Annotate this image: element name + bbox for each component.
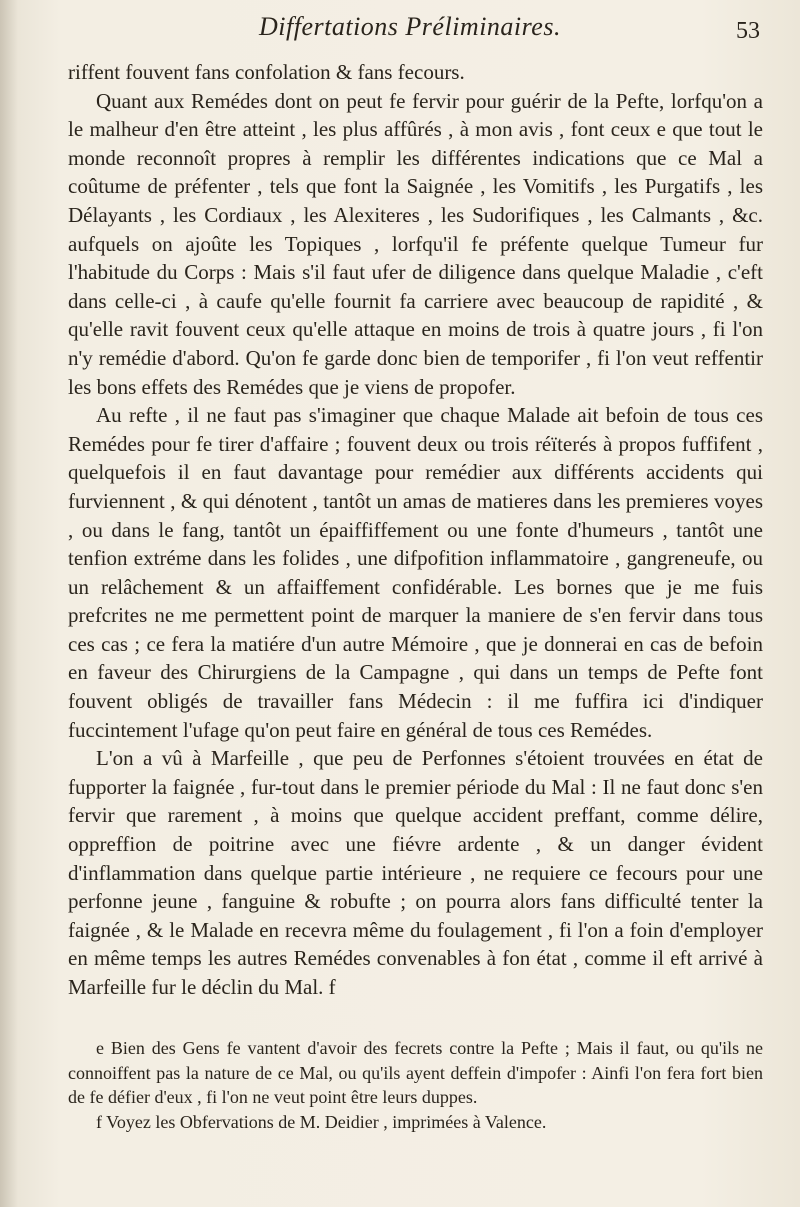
footnote: e Bien des Gens fe vantent d'avoir des fecrets contre la Pefte ; Mais il faut, ou qu'ils ne connoiffent pas la nature de ce Mal, ou qu'ils ayent deffein d'impofer : Ainfi l'on fera fort bien de fe défier d'eux , fi l'on ne veut point être leurs duppes. (68, 1038, 763, 1107)
paragraph: Au refte , il ne faut pas s'imaginer que chaque Malade ait befoin de tous ces Remédes pour fe tirer d'affaire ; fouvent deux ou trois réïterés à propos fuffifent , quelquefois il en faut davantage pour remédier aux différents accidents qui furviennent , & qui dénotent , tantôt un amas de matieres dans les premieres voyes , ou dans le fang, tantôt un épaiffiffement ou une fonte d'humeurs , tantôt une tenfion extréme dans les folides , une difpofition inflammatoire , gangreneufe, ou un relâchement & un affaiffement confidérable. Les bornes que je me fuis prefcrites ne me permettent point de marquer la maniere de s'en fervir dans tous ces cas ; ce fera la matiére d'un autre Mémoire , que je donnerai en cas de befoin en faveur des Chirurgiens de la Campagne , qui dans un temps de Pefte font fouvent obligés de travailler fans Médecin : il me fuffira ici d'indiquer fuccintement l'ufage qu'on peut faire en général de tous ces Remédes. (68, 403, 763, 742)
binding-shadow (0, 0, 18, 1207)
paragraph: Quant aux Remédes dont on peut fe fervir pour guérir de la Pefte, lorfqu'on a le malheur d'en être atteint , les plus affûrés , à mon avis , font ceux e que tout le monde reconnoît propres à remplir les différentes indications que ce Mal a coûtume de préfenter , tels que font la Saignée , les Vomitifs , les Purgatifs , les Délayants , les Cordiaux , les Alexiteres , les Sudorifiques , les Calmants , &c. aufquels on ajoûte les Topiques , lorfqu'il fe préfente quelque Tumeur fur l'habitude du Corps : Mais s'il faut ufer de diligence dans quelque Maladie , c'eft dans celle-ci , à caufe qu'elle fournit fa carriere avec beaucoup de rapidité , & qu'elle ravit fouvent ceux qu'elle attaque en moins de trois à quatre jours , fi l'on n'y remédie d'abord. Qu'on fe garde donc bien de temporifer , fi l'on veut reffentir les bons effets des Remédes que je viens de propofer. (68, 88, 763, 399)
page-header (60, 12, 760, 52)
running-title: Differtations Préliminaires. (259, 12, 561, 41)
main-text (68, 58, 763, 1002)
page-number: 53 (736, 18, 760, 44)
footnote: f Voyez les Obfervations de M. Deidier , imprimées à Valence. (96, 1111, 547, 1132)
paragraph: riffent fouvent fans confolation & fans fecours. (68, 60, 465, 84)
footnotes (68, 1036, 763, 1134)
paragraph: L'on a vû à Marfeille , que peu de Perfonnes s'étoient trouvées en état de fupporter la faignée , fur-tout dans le premier période du Mal : Il ne faut donc s'en fervir que rarement , à moins que quelque accident preffant, comme délire, oppreffion de poitrine avec une fiévre ardente , & un danger évident d'inflammation dans quelque partie intérieure , ne requiere ce fecours pour une perfonne jeune , fanguine & robufte ; on pourra alors fans difficulté tenter la faignée , & le Malade en recevra même du foulagement , fi l'on a foin d'employer en même temps les autres Remédes convenables à fon état , comme il eft arrivé à Marfeille fur le déclin du Mal. f (68, 746, 763, 999)
